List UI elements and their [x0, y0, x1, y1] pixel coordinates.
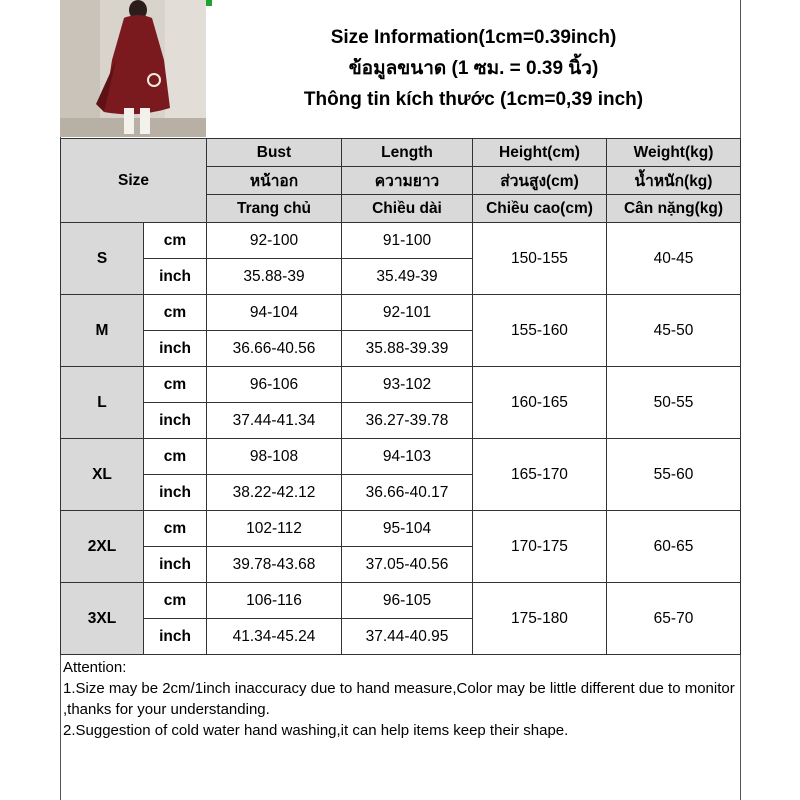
length-cm-cell: 91-100 [342, 223, 473, 259]
height-cell: 165-170 [473, 439, 607, 511]
table-row [61, 511, 741, 547]
unit-cell: inch [144, 403, 207, 439]
bust-cm-cell: 94-104 [207, 295, 342, 331]
height-header: Height(cm) [473, 139, 607, 167]
length-cm-cell: 92-101 [342, 295, 473, 331]
weight-cell: 65-70 [607, 583, 741, 655]
title-block [206, 0, 741, 137]
weight-cell: 40-45 [607, 223, 741, 295]
height-cell: 150-155 [473, 223, 607, 295]
weight-cell: 60-65 [607, 511, 741, 583]
size-header: Size [61, 139, 207, 223]
length-cm-cell: 95-104 [342, 511, 473, 547]
length-header: Length [342, 139, 473, 167]
size-cell: XL [61, 439, 144, 511]
unit-cell: cm [144, 511, 207, 547]
height-cell: 175-180 [473, 583, 607, 655]
bust-inch-cell: 35.88-39 [207, 259, 342, 295]
height-header-vietnamese: Chiều cao(cm) [473, 195, 607, 223]
bust-cm-cell: 92-100 [207, 223, 342, 259]
attention-notes [60, 654, 741, 800]
bust-inch-cell: 39.78-43.68 [207, 547, 342, 583]
height-cell: 170-175 [473, 511, 607, 583]
bust-cm-cell: 106-116 [207, 583, 342, 619]
length-inch-cell: 37.44-40.95 [342, 619, 473, 655]
weight-cell: 55-60 [607, 439, 741, 511]
height-header-thai: ส่วนสูง(cm) [473, 167, 607, 195]
table-row [61, 583, 741, 619]
attention-note-1: 1.Size may be 2cm/1inch inaccuracy due to hand measure,Color may be little different due to monitor ,thanks for your understanding. [63, 680, 735, 718]
attention-heading: Attention: [63, 659, 127, 676]
unit-cell: inch [144, 331, 207, 367]
unit-cell: inch [144, 475, 207, 511]
size-cell: 3XL [61, 583, 144, 655]
unit-cell: cm [144, 223, 207, 259]
title-thai: ข้อมูลขนาด (1 ซม. = 0.39 นิ้ว) [348, 58, 599, 79]
table-row [61, 439, 741, 475]
size-cell: L [61, 367, 144, 439]
unit-cell: cm [144, 367, 207, 403]
length-cm-cell: 96-105 [342, 583, 473, 619]
size-table [60, 138, 741, 655]
unit-cell: cm [144, 295, 207, 331]
bust-inch-cell: 41.34-45.24 [207, 619, 342, 655]
length-inch-cell: 37.05-40.56 [342, 547, 473, 583]
height-cell: 155-160 [473, 295, 607, 367]
title-english: Size Information(1cm=0.39inch) [330, 27, 617, 48]
bust-inch-cell: 38.22-42.12 [207, 475, 342, 511]
model-in-red-dress-image [60, 0, 206, 137]
bust-inch-cell: 37.44-41.34 [207, 403, 342, 439]
length-inch-cell: 36.27-39.78 [342, 403, 473, 439]
bust-cm-cell: 102-112 [207, 511, 342, 547]
unit-cell: inch [144, 547, 207, 583]
length-inch-cell: 35.88-39.39 [342, 331, 473, 367]
weight-header: Weight(kg) [607, 139, 741, 167]
weight-cell: 45-50 [607, 295, 741, 367]
unit-cell: cm [144, 439, 207, 475]
weight-header-vietnamese: Cân nặng(kg) [607, 195, 741, 223]
unit-cell: inch [144, 619, 207, 655]
bust-inch-cell: 36.66-40.56 [207, 331, 342, 367]
bust-cm-cell: 98-108 [207, 439, 342, 475]
title-vietnamese: Thông tin kích thước (1cm=0,39 inch) [303, 89, 644, 110]
weight-header-thai: น้ำหนัก(kg) [607, 167, 741, 195]
unit-cell: inch [144, 259, 207, 295]
length-cm-cell: 93-102 [342, 367, 473, 403]
weight-cell: 50-55 [607, 367, 741, 439]
table-row [61, 295, 741, 331]
product-photo [60, 0, 206, 137]
table-row [61, 223, 741, 259]
length-header-vietnamese: Chiều dài [342, 195, 473, 223]
table-row [61, 367, 741, 403]
attention-note-2: 2.Suggestion of cold water hand washing,it can help items keep their shape. [63, 722, 569, 739]
size-cell: S [61, 223, 144, 295]
bust-cm-cell: 96-106 [207, 367, 342, 403]
bust-header-thai: หน้าอก [207, 167, 342, 195]
length-inch-cell: 36.66-40.17 [342, 475, 473, 511]
bust-header: Bust [207, 139, 342, 167]
length-header-thai: ความยาว [342, 167, 473, 195]
size-cell: M [61, 295, 144, 367]
header-row-english [61, 139, 741, 167]
size-cell: 2XL [61, 511, 144, 583]
length-inch-cell: 35.49-39 [342, 259, 473, 295]
bust-header-vietnamese: Trang chủ [207, 195, 342, 223]
length-cm-cell: 94-103 [342, 439, 473, 475]
unit-cell: cm [144, 583, 207, 619]
height-cell: 160-165 [473, 367, 607, 439]
